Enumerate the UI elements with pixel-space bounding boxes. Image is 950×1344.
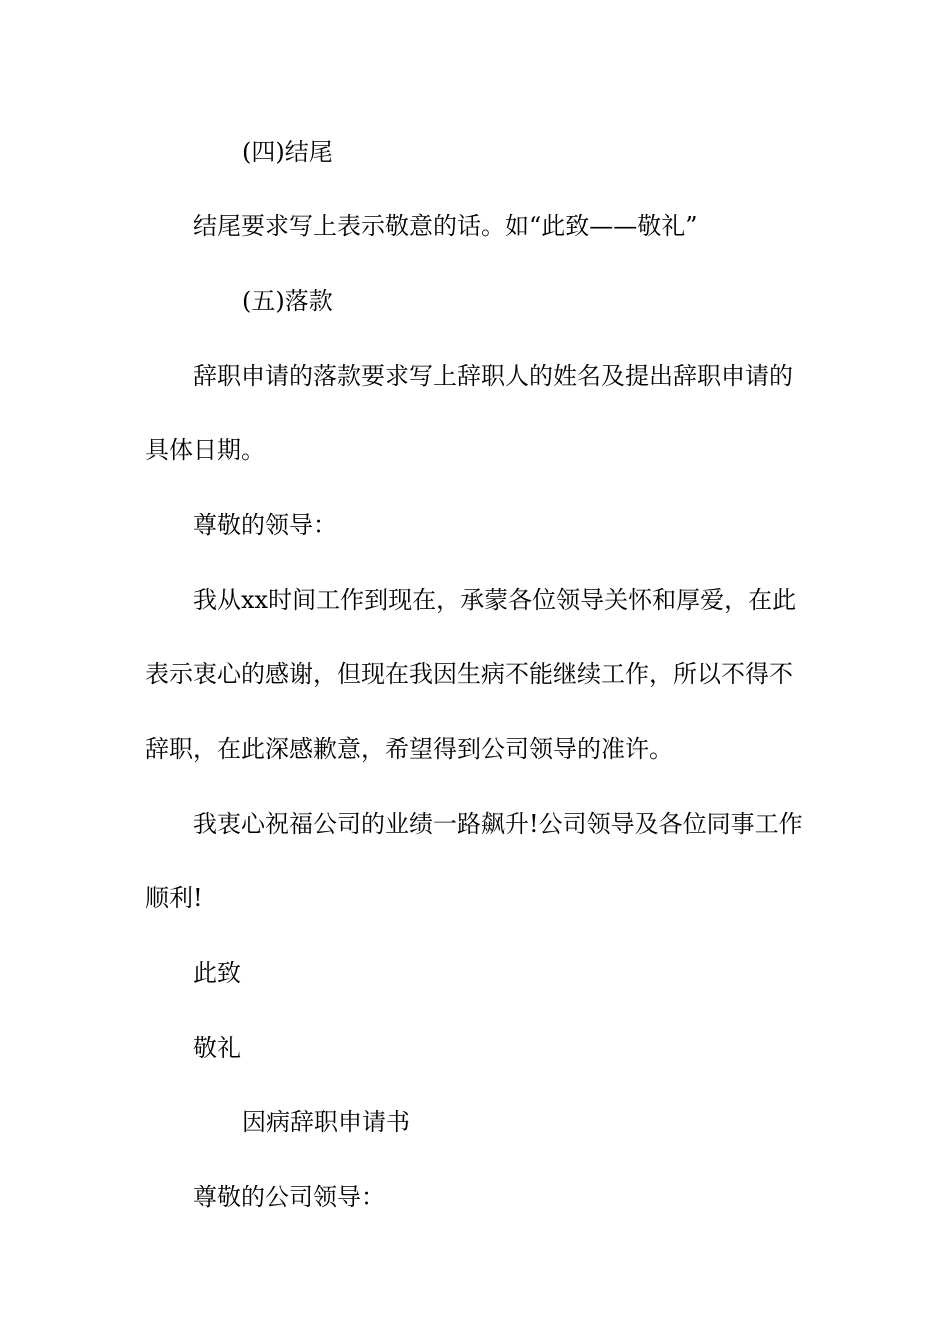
document-title: 因病辞职申请书 — [242, 1108, 410, 1136]
paragraph-line: 我从xx时间工作到现在，承蒙各位领导关怀和厚爱，在此 — [193, 586, 797, 614]
paragraph-line: 顺利! — [145, 884, 203, 912]
paragraph-line: 具体日期。 — [145, 436, 265, 464]
closing-line: 此致 — [193, 959, 241, 987]
salutation: 尊敬的领导： — [193, 511, 337, 539]
section-heading-ending: (四)结尾 — [242, 138, 333, 166]
paragraph-line: 结尾要求写上表示敬意的话。如“此致——敬礼” — [193, 212, 698, 240]
paragraph-line: 我衷心祝福公司的业绩一路飙升!公司领导及各位同事工作 — [193, 810, 803, 838]
salutation: 尊敬的公司领导： — [193, 1183, 385, 1211]
paragraph-line: 表示衷心的感谢，但现在我因生病不能继续工作，所以不得不 — [145, 660, 793, 688]
section-heading-signature: (五)落款 — [242, 287, 333, 315]
paragraph-line: 辞职申请的落款要求写上辞职人的姓名及提出辞职申请的 — [193, 362, 793, 390]
paragraph-line: 辞职，在此深感歉意，希望得到公司领导的准许。 — [145, 735, 673, 763]
closing-line: 敬礼 — [193, 1034, 241, 1062]
